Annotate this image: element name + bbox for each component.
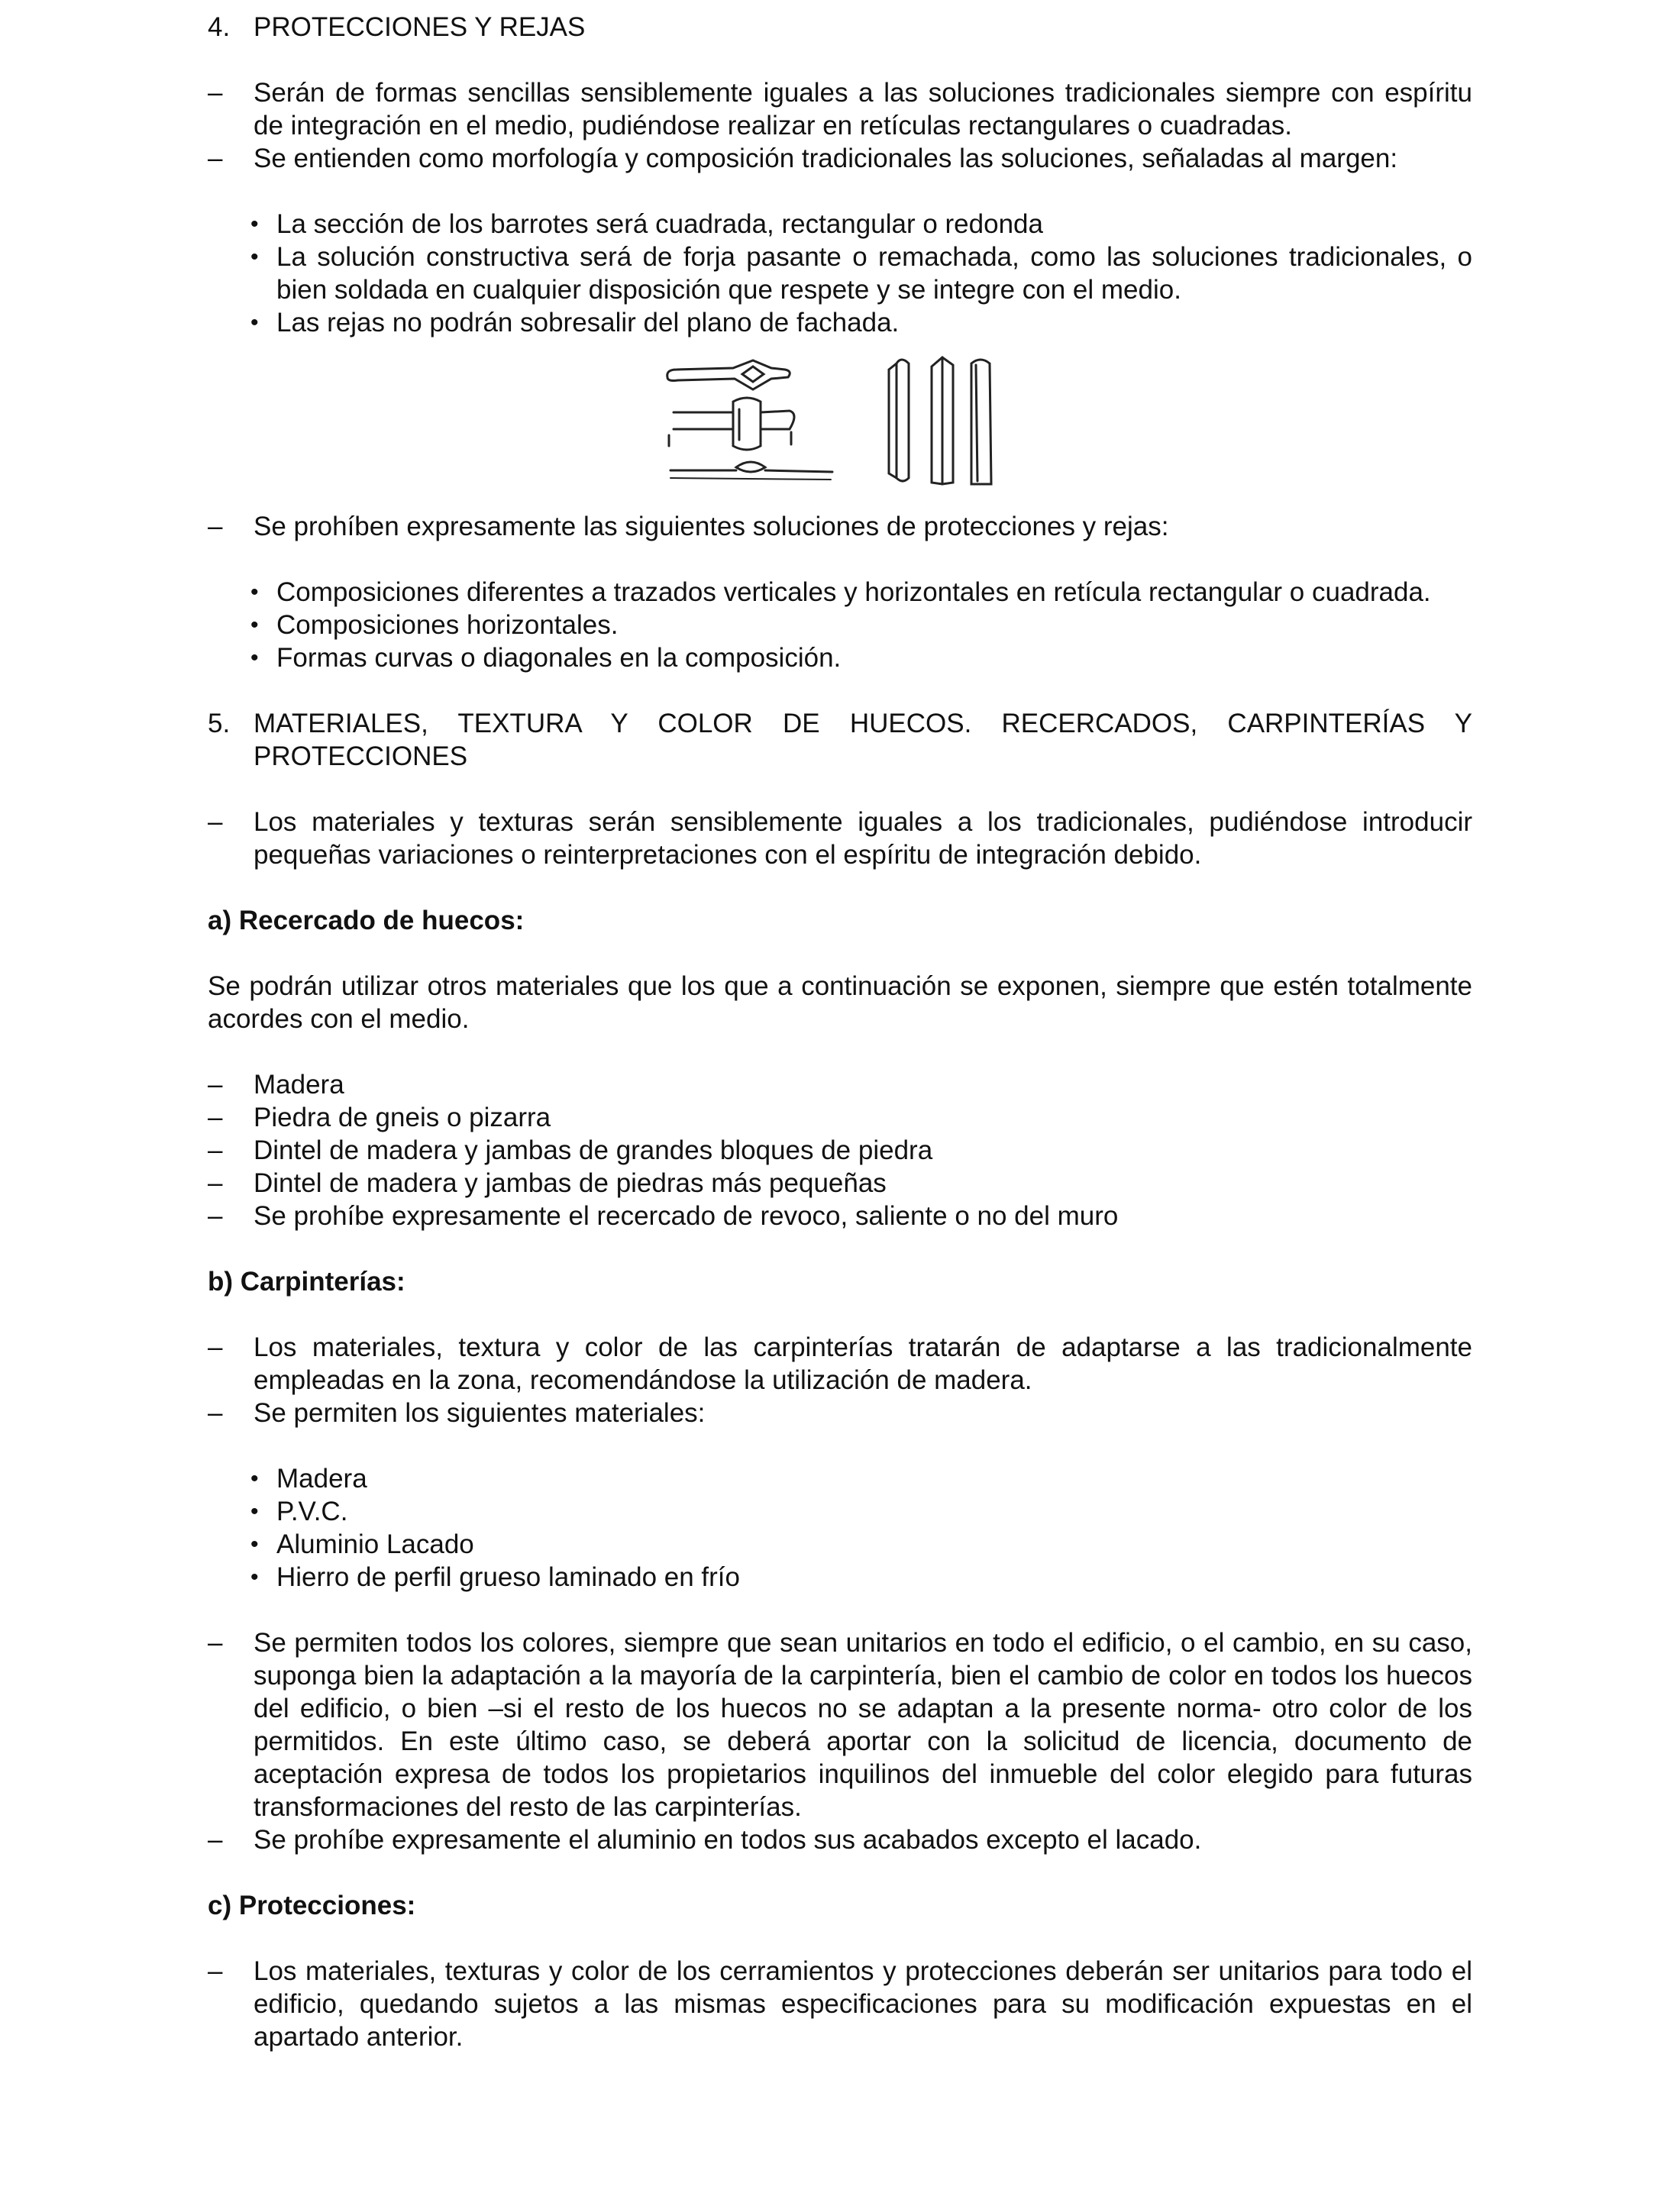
bullet-mark: • [250,1565,259,1590]
bullet-item [208,208,1472,241]
bullet-item [208,576,1472,609]
bullet-mark: • [250,580,259,605]
dash-text: Se prohíben expresamente las siguientes soluciones de protecciones y rejas: [254,512,1169,541]
dash-item [208,510,1472,543]
subsection-a-paragraph: Se podrán utilizar otros materiales que los que a continuación se exponen, siempre que estén totalmente acordes con el medio. [208,971,1472,1034]
bullet-mark: • [250,1532,259,1557]
dash-mark: – [208,78,223,108]
bullet-mark: • [250,212,259,237]
dash-text: Se entienden como morfología y composición tradicionales las soluciones, señaladas al margen: [254,144,1398,173]
dash-item [208,1200,1472,1232]
dash-item [208,1823,1472,1856]
bullet-mark: • [250,645,259,670]
bullet-text: Madera [276,1464,367,1494]
dash-text: Dintel de madera y jambas de grandes bloques de piedra [254,1135,933,1165]
dash-text: Dintel de madera y jambas de piedras más pequeñas [254,1168,887,1198]
bullet-text: Formas curvas o diagonales en la composición. [276,643,842,673]
dash-item [208,806,1472,871]
bars-figure [208,356,1472,487]
bullet-text: Hierro de perfil grueso laminado en frío [276,1562,740,1592]
dash-item [208,76,1472,142]
dash-mark: – [208,144,223,173]
bullet-mark: • [250,310,259,335]
bullet-mark: • [250,612,259,638]
bullet-text: Aluminio Lacado [276,1529,474,1559]
bullet-item [208,1495,1472,1528]
dash-mark: – [208,1956,223,1986]
bullet-item [208,1462,1472,1495]
dash-text: Se permiten todos los colores, siempre que sean unitarios en todo el edificio, o el cambio, en su caso, suponga bien la adaptación a la mayoría de la carpintería, bien el cambio de color en todos los huecos del edificio, o bien –si el resto de los huecos no se adaptan a la presente norma- otro color de los permitidos. En este último caso, se deberá aportar con la solicitud de licencia, documento de aceptación expresa de todos los propietarios inquilinos del inmueble del color elegido para futuras transformaciones del resto de las carpinterías. [254,1628,1472,1822]
dash-item [208,1167,1472,1200]
dash-mark: – [208,1070,223,1100]
subsection-c-title: c) Protecciones: [208,1891,416,1920]
subsection-b-title: b) Carpinterías: [208,1267,405,1297]
dash-item [208,1397,1472,1429]
dash-mark: – [208,1825,223,1855]
bullet-item [208,609,1472,641]
dash-mark: – [208,807,223,837]
dash-text: Los materiales, texturas y color de los cerramientos y protecciones deberán ser unitarios para todo el edificio, quedando sujetos a las mismas especificaciones para su modificación expuestas en el apartado anterior. [254,1956,1472,2052]
bullet-item [208,1528,1472,1561]
dash-text: Los materiales y texturas serán sensiblemente iguales a los tradicionales, pudiéndose introducir pequeñas variaciones o reinterpretaciones con el espíritu de integración debido. [254,807,1472,870]
dash-item [208,1626,1472,1823]
bullet-text: La solución constructiva será de forja pasante o remachada, como las soluciones tradicionales, o bien soldada en cualquier disposición que respete y se integre con el medio. [276,242,1472,305]
document-page [208,11,1472,2053]
dash-text: Se prohíbe expresamente el recercado de revoco, saliente o no del muro [254,1201,1119,1231]
bullet-mark: • [250,1499,259,1524]
bullet-item [208,241,1472,306]
dash-item [208,1955,1472,2053]
dash-mark: – [208,1628,223,1658]
section-4-number: 4. [208,12,231,42]
dash-item [208,1134,1472,1167]
dash-text: Se permiten los siguientes materiales: [254,1398,706,1428]
bullet-text: Las rejas no podrán sobresalir del plano de fachada. [276,308,900,338]
dash-item [208,1331,1472,1397]
subsection-a-title: a) Recercado de huecos: [208,906,525,935]
bullet-text: Composiciones diferentes a trazados verticales y horizontales en retícula rectangular o cuadrada. [276,577,1431,607]
dash-mark: – [208,1135,223,1165]
dash-mark: – [208,512,223,541]
section-5-title: MATERIALES, TEXTURA Y COLOR DE HUECOS. RECERCADOS, CARPINTERÍAS Y PROTECCIONES [254,709,1472,771]
bullet-mark: • [250,244,259,270]
bullet-item [208,641,1472,674]
dash-item [208,1101,1472,1134]
bullet-text: La sección de los barrotes será cuadrada, rectangular o redonda [276,209,1043,239]
dash-text: Los materiales, textura y color de las carpinterías tratarán de adaptarse a las tradicionalmente empleadas en la zona, recomendándose la utilización de madera. [254,1332,1472,1395]
dash-item [208,142,1472,175]
dash-mark: – [208,1201,223,1231]
bullet-mark: • [250,1466,259,1491]
dash-text: Serán de formas sencillas sensiblemente iguales a las soluciones tradicionales siempre con espíritu de integración en el medio, pudiéndose realizar en retículas rectangulares o cuadradas. [254,78,1472,140]
dash-text: Madera [254,1070,344,1100]
dash-text: Se prohíbe expresamente el aluminio en todos sus acabados excepto el lacado. [254,1825,1202,1855]
forged-bars-illustration [663,356,1022,487]
dash-item [208,1068,1472,1101]
bullet-text: Composiciones horizontales. [276,610,619,640]
dash-mark: – [208,1168,223,1198]
dash-mark: – [208,1398,223,1428]
section-5-number: 5. [208,709,231,738]
bullet-item [208,1561,1472,1594]
dash-mark: – [208,1332,223,1362]
section-5-heading [208,707,1472,773]
dash-text: Piedra de gneis o pizarra [254,1103,551,1132]
bullet-item [208,306,1472,339]
section-4-title: PROTECCIONES Y REJAS [254,12,586,42]
bullet-text: P.V.C. [276,1497,348,1526]
section-4-heading [208,11,1472,44]
dash-mark: – [208,1103,223,1132]
